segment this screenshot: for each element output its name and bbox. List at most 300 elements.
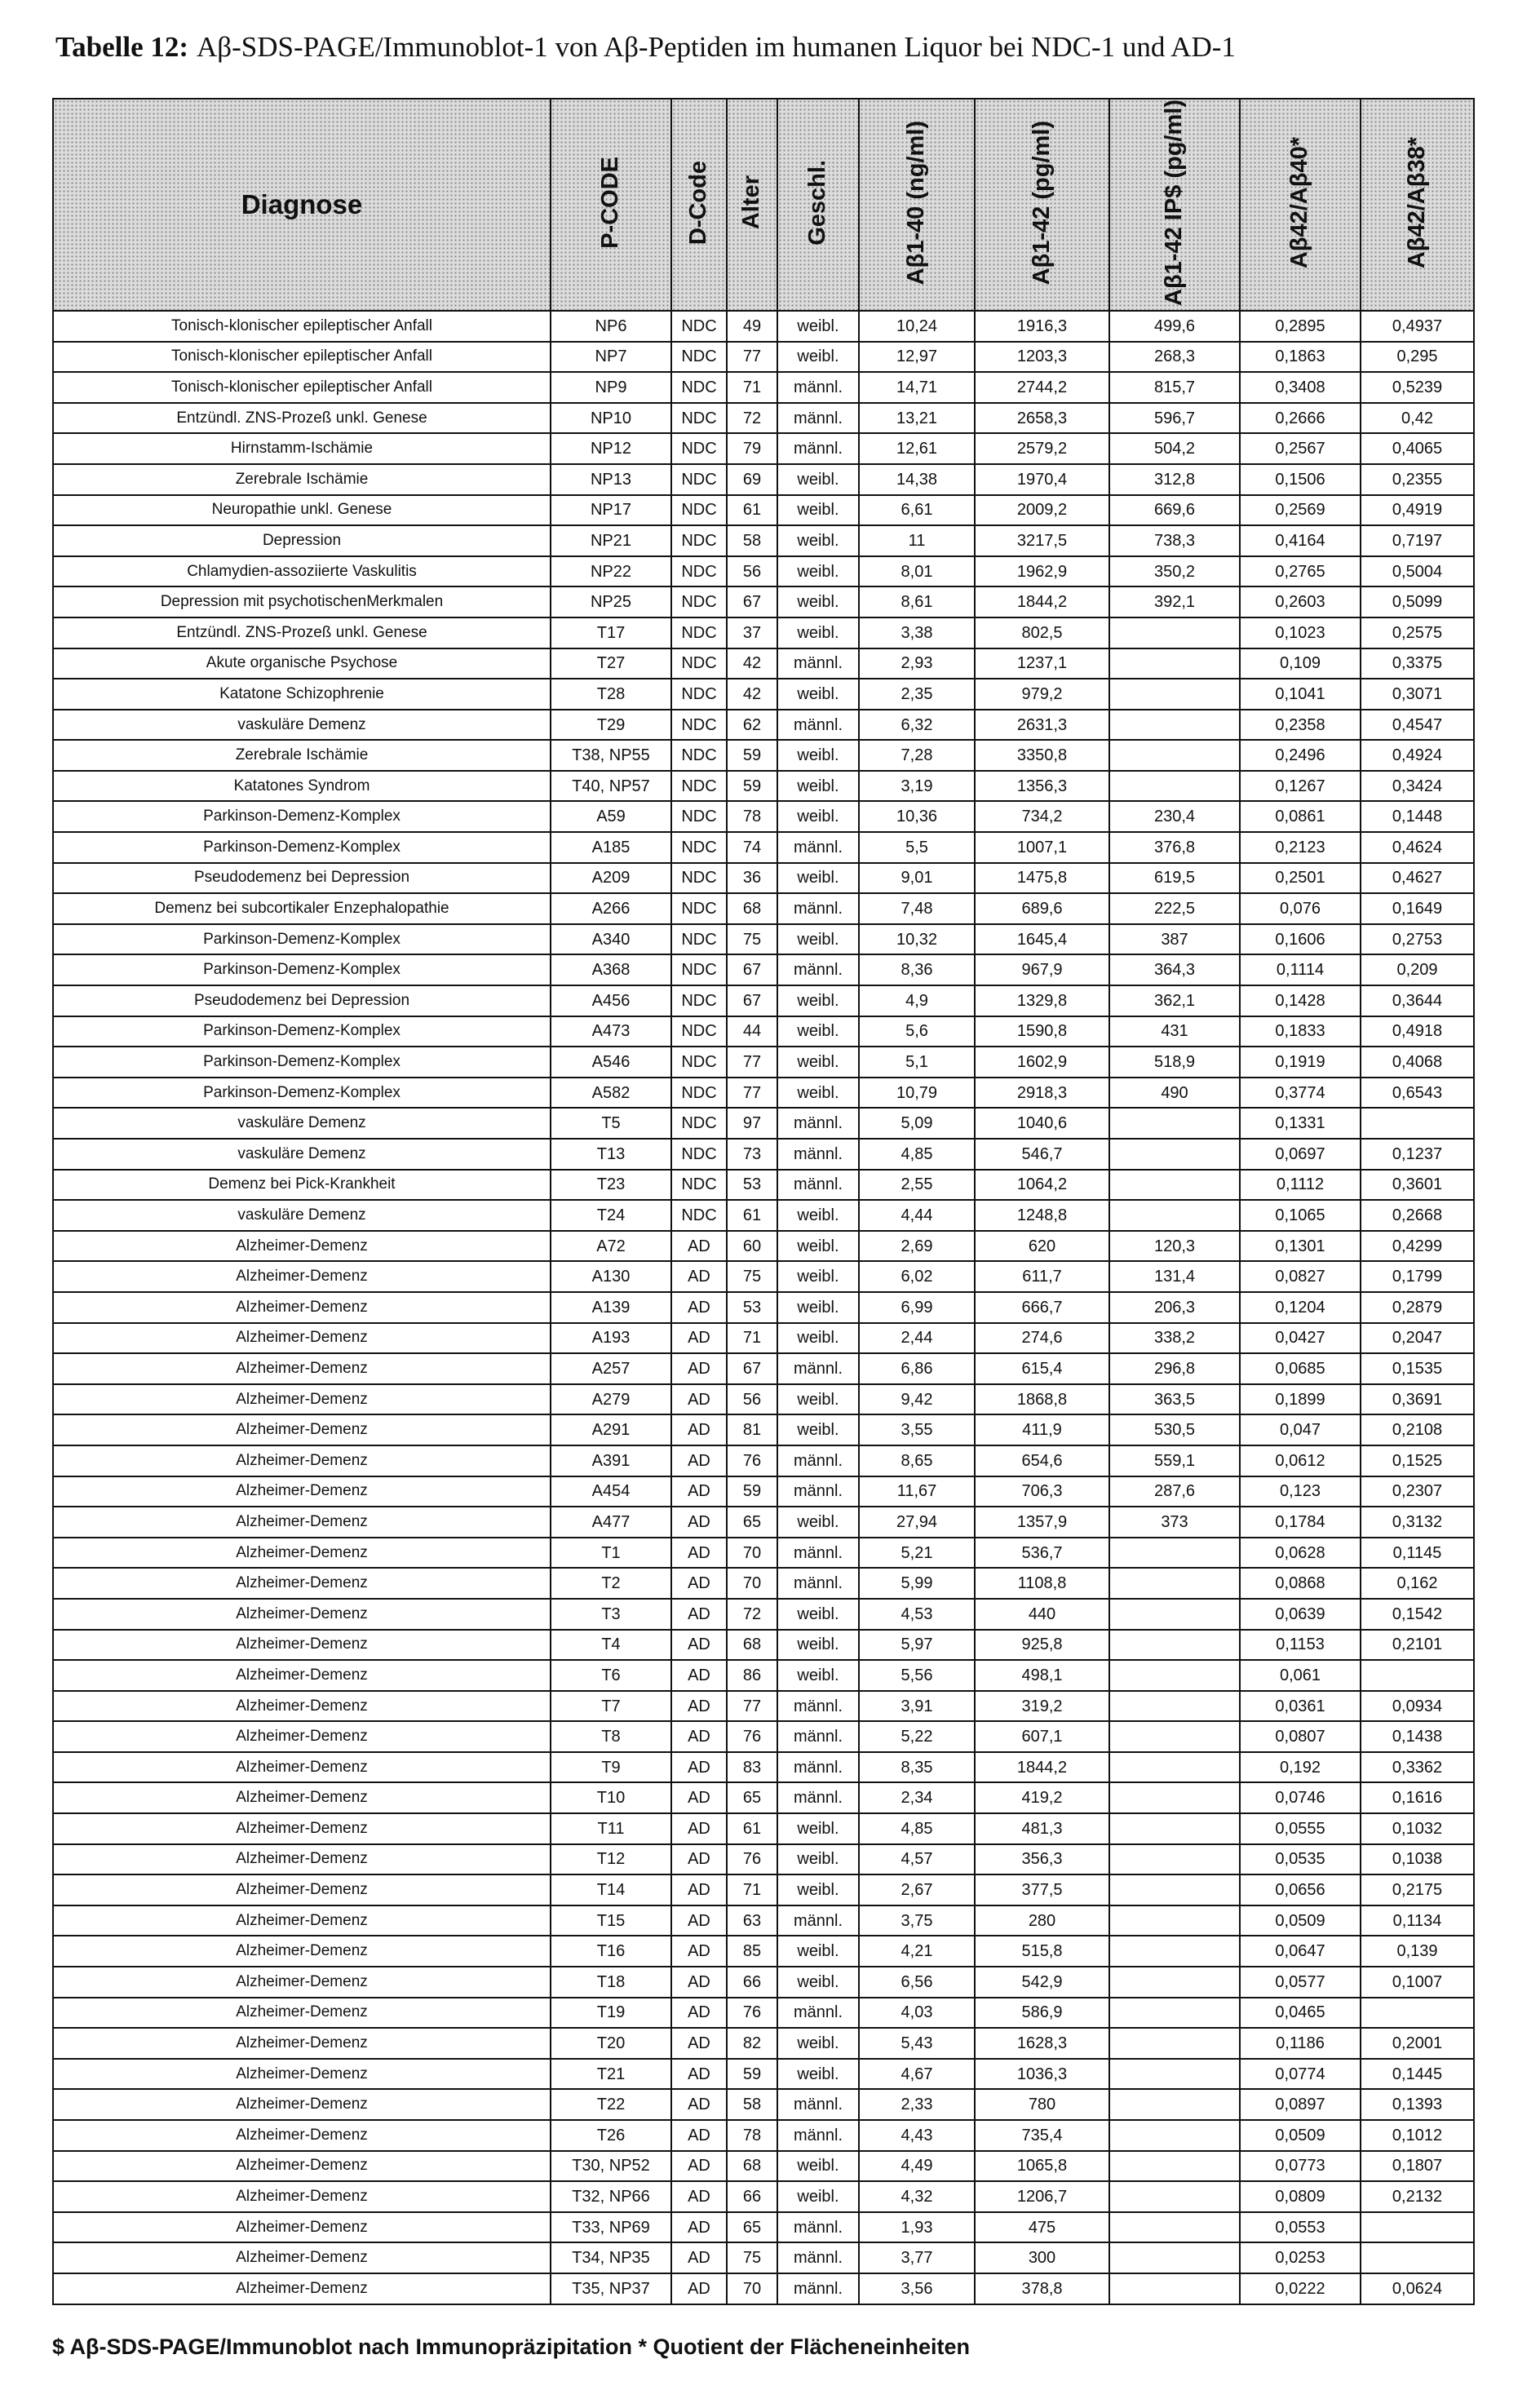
table-cell: 1237,1 <box>975 648 1109 679</box>
table-row <box>53 1782 1474 1813</box>
table-cell: 222,5 <box>1109 893 1240 924</box>
table-cell: Alzheimer-Demenz <box>53 1323 551 1354</box>
table-cell: NDC <box>671 893 727 924</box>
table-cell: 362,1 <box>1109 985 1240 1016</box>
table-cell: 0,1301 <box>1240 1231 1361 1262</box>
table-cell: 0,1023 <box>1240 617 1361 648</box>
table-cell: Parkinson-Demenz-Komplex <box>53 832 551 863</box>
table-cell: 0,3071 <box>1361 679 1474 710</box>
table-cell: 0,3375 <box>1361 648 1474 679</box>
table-row <box>53 2028 1474 2059</box>
table-cell: männl. <box>777 832 859 863</box>
table-cell: Alzheimer-Demenz <box>53 1568 551 1599</box>
table-row <box>53 1905 1474 1936</box>
table-cell: NDC <box>671 464 727 495</box>
table-cell: 60 <box>727 1231 777 1262</box>
table-cell: 0,0697 <box>1240 1139 1361 1170</box>
table-cell: 373 <box>1109 1507 1240 1538</box>
table-row <box>53 2242 1474 2273</box>
table-cell: 76 <box>727 1844 777 1875</box>
table-cell: 735,4 <box>975 2120 1109 2151</box>
table-cell: 364,3 <box>1109 954 1240 985</box>
table-row <box>53 1353 1474 1384</box>
table-cell: 0,295 <box>1361 342 1474 373</box>
table-cell: 120,3 <box>1109 1231 1240 1262</box>
table-row <box>53 1936 1474 1967</box>
table-cell: 0,5239 <box>1361 372 1474 403</box>
table-cell: 5,97 <box>859 1630 975 1661</box>
table-cell: 1645,4 <box>975 924 1109 955</box>
table-row <box>53 1170 1474 1201</box>
footnote: $ Aβ-SDS-PAGE/Immunoblot nach Immunopräzipitation * Quotient der Flächeneinheiten <box>52 2335 1439 2360</box>
table-cell: 296,8 <box>1109 1353 1240 1384</box>
table-cell: T15 <box>551 1905 671 1936</box>
table-cell: A473 <box>551 1016 671 1047</box>
table-cell: weibl. <box>777 1936 859 1967</box>
table-cell: 8,36 <box>859 954 975 985</box>
column-header-0 <box>53 99 551 311</box>
table-cell: NDC <box>671 556 727 587</box>
table-cell: AD <box>671 2242 727 2273</box>
table-cell: 4,44 <box>859 1200 975 1231</box>
table-cell: A72 <box>551 1231 671 1262</box>
table-cell: 498,1 <box>975 1660 1109 1691</box>
table-cell: 6,99 <box>859 1292 975 1323</box>
table-cell: weibl. <box>777 1200 859 1231</box>
table-cell: AD <box>671 1231 727 1262</box>
table-cell: 0,0465 <box>1240 1998 1361 2029</box>
table-cell: T5 <box>551 1108 671 1139</box>
table-cell: 312,8 <box>1109 464 1240 495</box>
table-cell: 2631,3 <box>975 710 1109 741</box>
table-cell: 0,1134 <box>1361 1905 1474 1936</box>
table-cell: A368 <box>551 954 671 985</box>
table-cell: Alzheimer-Demenz <box>53 2059 551 2090</box>
table-cell: 56 <box>727 556 777 587</box>
table-cell <box>1109 2028 1240 2059</box>
table-cell: 2918,3 <box>975 1078 1109 1109</box>
table-cell <box>1109 1568 1240 1599</box>
table-cell: männl. <box>777 2242 859 2273</box>
table-cell: Alzheimer-Demenz <box>53 2242 551 2273</box>
table-cell: 666,7 <box>975 1292 1109 1323</box>
table-cell: weibl. <box>777 863 859 894</box>
table-cell: AD <box>671 1660 727 1691</box>
column-header-1 <box>551 99 671 311</box>
table-cell: AD <box>671 1353 727 1384</box>
table-cell: Demenz bei Pick-Krankheit <box>53 1170 551 1201</box>
column-header-label: Diagnose <box>241 189 363 219</box>
table-cell: männl. <box>777 954 859 985</box>
table-cell <box>1109 1691 1240 1722</box>
table-cell: Depression <box>53 525 551 556</box>
table-cell: NDC <box>671 342 727 373</box>
table-cell: T29 <box>551 710 671 741</box>
table-cell: 59 <box>727 771 777 802</box>
table-cell: T30, NP52 <box>551 2151 671 2182</box>
table-cell: 37 <box>727 617 777 648</box>
table-cell: 8,01 <box>859 556 975 587</box>
table-cell: 4,85 <box>859 1813 975 1844</box>
table-cell: Alzheimer-Demenz <box>53 1998 551 2029</box>
table-row <box>53 924 1474 955</box>
table-cell: 363,5 <box>1109 1384 1240 1415</box>
table-cell: 0,1606 <box>1240 924 1361 955</box>
table-cell: 1036,3 <box>975 2059 1109 2090</box>
table-cell: weibl. <box>777 1323 859 1354</box>
table-cell: weibl. <box>777 1261 859 1292</box>
table-cell: 70 <box>727 1568 777 1599</box>
table-cell: 499,6 <box>1109 311 1240 342</box>
table-cell: 0,2668 <box>1361 1200 1474 1231</box>
table-cell: AD <box>671 1261 727 1292</box>
table-cell: 0,2123 <box>1240 832 1361 863</box>
table-cell: 0,061 <box>1240 1660 1361 1691</box>
table-cell: 2744,2 <box>975 372 1109 403</box>
table-row <box>53 1630 1474 1661</box>
table-cell: weibl. <box>777 495 859 526</box>
table-cell: 1040,6 <box>975 1108 1109 1139</box>
table-row <box>53 740 1474 771</box>
table-cell: T6 <box>551 1660 671 1691</box>
table-cell: 0,0361 <box>1240 1691 1361 1722</box>
table-cell: 0,1899 <box>1240 1384 1361 1415</box>
table-cell: 0,7197 <box>1361 525 1474 556</box>
table-cell <box>1109 679 1240 710</box>
table-cell: Tonisch-klonischer epileptischer Anfall <box>53 342 551 373</box>
table-cell: T23 <box>551 1170 671 1201</box>
table-cell <box>1109 2089 1240 2120</box>
table-cell: 0,123 <box>1240 1476 1361 1507</box>
table-cell: 1203,3 <box>975 342 1109 373</box>
table-cell: T19 <box>551 1998 671 2029</box>
table-cell: 10,32 <box>859 924 975 955</box>
table-cell: 274,6 <box>975 1323 1109 1354</box>
table-cell: Pseudodemenz bei Depression <box>53 985 551 1016</box>
table-row <box>53 1445 1474 1476</box>
table-cell: männl. <box>777 710 859 741</box>
table-cell: 0,1542 <box>1361 1599 1474 1630</box>
table-cell: 0,1445 <box>1361 2059 1474 2090</box>
table-cell: 61 <box>727 1200 777 1231</box>
table-cell: 0,0509 <box>1240 2120 1361 2151</box>
table-cell: AD <box>671 2089 727 2120</box>
table-cell: 4,9 <box>859 985 975 1016</box>
table-cell: 131,4 <box>1109 1261 1240 1292</box>
table-cell: 515,8 <box>975 1936 1109 1967</box>
table-cell <box>1109 617 1240 648</box>
table-cell: 2658,3 <box>975 403 1109 434</box>
table-cell: 0,3362 <box>1361 1752 1474 1783</box>
table-cell: 77 <box>727 342 777 373</box>
table-row <box>53 648 1474 679</box>
table-cell: 0,1065 <box>1240 1200 1361 1231</box>
table-cell: Alzheimer-Demenz <box>53 1905 551 1936</box>
table-cell: 734,2 <box>975 801 1109 832</box>
table-cell: 0,0807 <box>1240 1721 1361 1752</box>
table-row <box>53 2212 1474 2243</box>
table-cell: Alzheimer-Demenz <box>53 1445 551 1476</box>
table-cell: 0,0774 <box>1240 2059 1361 2090</box>
table-cell: 1357,9 <box>975 1507 1109 1538</box>
table-cell: 6,61 <box>859 495 975 526</box>
table-cell: AD <box>671 2151 727 2182</box>
table-cell: AD <box>671 1599 727 1630</box>
table-cell: 738,3 <box>1109 525 1240 556</box>
table-cell: T11 <box>551 1813 671 1844</box>
table-row <box>53 1998 1474 2029</box>
table-cell: 376,8 <box>1109 832 1240 863</box>
table-cell: NDC <box>671 924 727 955</box>
table-cell: Katatone Schizophrenie <box>53 679 551 710</box>
table-cell: AD <box>671 1323 727 1354</box>
table-cell: männl. <box>777 403 859 434</box>
table-cell: NDC <box>671 954 727 985</box>
table-cell: NP25 <box>551 586 671 617</box>
table-row <box>53 495 1474 526</box>
table-cell: NDC <box>671 1108 727 1139</box>
table-row <box>53 1476 1474 1507</box>
table-cell: T20 <box>551 2028 671 2059</box>
table-cell <box>1109 1200 1240 1231</box>
table-cell: 75 <box>727 1261 777 1292</box>
table-cell: 0,4065 <box>1361 433 1474 464</box>
table-cell: T28 <box>551 679 671 710</box>
table-cell: 67 <box>727 985 777 1016</box>
table-cell: 0,2047 <box>1361 1323 1474 1354</box>
table-cell: T26 <box>551 2120 671 2151</box>
table-cell: 0,3691 <box>1361 1384 1474 1415</box>
table-cell: 71 <box>727 1323 777 1354</box>
table-cell: 0,2603 <box>1240 586 1361 617</box>
table-cell: Parkinson-Demenz-Komplex <box>53 1078 551 1109</box>
table-row <box>53 1599 1474 1630</box>
table-row <box>53 710 1474 741</box>
table-cell: NDC <box>671 1139 727 1170</box>
table-cell: 10,24 <box>859 311 975 342</box>
table-cell: Alzheimer-Demenz <box>53 2181 551 2212</box>
table-cell <box>1109 1936 1240 1967</box>
table-cell: 0,1863 <box>1240 342 1361 373</box>
table-cell: 65 <box>727 1782 777 1813</box>
table-cell: Akute organische Psychose <box>53 648 551 679</box>
column-header-label: Alter <box>739 175 765 229</box>
table-cell: A266 <box>551 893 671 924</box>
table-cell: 3,77 <box>859 2242 975 2273</box>
table-cell: Hirnstamm-Ischämie <box>53 433 551 464</box>
table-cell: 706,3 <box>975 1476 1109 1507</box>
table-cell: 1844,2 <box>975 1752 1109 1783</box>
table-cell: A582 <box>551 1078 671 1109</box>
table-cell: 2009,2 <box>975 495 1109 526</box>
table-row <box>53 311 1474 342</box>
table-cell: männl. <box>777 1998 859 2029</box>
table-cell: 14,71 <box>859 372 975 403</box>
table-cell: 69 <box>727 464 777 495</box>
table-row <box>53 1200 1474 1231</box>
table-cell: 82 <box>727 2028 777 2059</box>
table-cell: Alzheimer-Demenz <box>53 1261 551 1292</box>
table-cell: Entzündl. ZNS-Prozeß unkl. Genese <box>53 617 551 648</box>
table-cell: NDC <box>671 801 727 832</box>
table-cell: 287,6 <box>1109 1476 1240 1507</box>
header-row <box>53 99 1474 311</box>
table-cell: 75 <box>727 924 777 955</box>
table-cell: 77 <box>727 1691 777 1722</box>
table-cell <box>1361 2212 1474 2243</box>
table-cell: 6,32 <box>859 710 975 741</box>
table-cell: weibl. <box>777 556 859 587</box>
table-cell: 4,32 <box>859 2181 975 2212</box>
table-cell: NDC <box>671 1078 727 1109</box>
table-cell: Zerebrale Ischämie <box>53 740 551 771</box>
table-cell: 4,21 <box>859 1936 975 1967</box>
table-cell: AD <box>671 1384 727 1415</box>
table-cell <box>1109 1721 1240 1752</box>
table-cell: weibl. <box>777 1078 859 1109</box>
table-cell: 0,2567 <box>1240 433 1361 464</box>
table-cell: männl. <box>777 2089 859 2120</box>
table-cell: Zerebrale Ischämie <box>53 464 551 495</box>
table-cell: vaskuläre Demenz <box>53 1108 551 1139</box>
table-cell <box>1109 2181 1240 2212</box>
table-cell: 14,38 <box>859 464 975 495</box>
table-cell: 1,93 <box>859 2212 975 2243</box>
table-cell: 65 <box>727 2212 777 2243</box>
table-row <box>53 1231 1474 1262</box>
table-cell: 1064,2 <box>975 1170 1109 1201</box>
table-cell: 8,65 <box>859 1445 975 1476</box>
table-cell: Alzheimer-Demenz <box>53 2273 551 2304</box>
table-row <box>53 893 1474 924</box>
table-cell: 0,4919 <box>1361 495 1474 526</box>
table-cell: 0,1919 <box>1240 1047 1361 1078</box>
table-cell: 546,7 <box>975 1139 1109 1170</box>
table-cell: 5,6 <box>859 1016 975 1047</box>
table-cell: AD <box>671 1752 727 1783</box>
table-cell: A477 <box>551 1507 671 1538</box>
table-cell: 58 <box>727 2089 777 2120</box>
table-cell: 530,5 <box>1109 1414 1240 1445</box>
table-cell: Alzheimer-Demenz <box>53 1752 551 1783</box>
table-cell: A257 <box>551 1353 671 1384</box>
table-cell: 0,4937 <box>1361 311 1474 342</box>
table-cell: Alzheimer-Demenz <box>53 1721 551 1752</box>
table-cell: NDC <box>671 617 727 648</box>
table-cell: weibl. <box>777 1292 859 1323</box>
table-cell: Alzheimer-Demenz <box>53 1476 551 1507</box>
table-cell: weibl. <box>777 342 859 373</box>
table-cell: 59 <box>727 740 777 771</box>
table-cell: A279 <box>551 1384 671 1415</box>
table-cell: 0,1153 <box>1240 1630 1361 1661</box>
table-cell: 475 <box>975 2212 1109 2243</box>
table-cell: Alzheimer-Demenz <box>53 2120 551 2151</box>
table-cell <box>1109 1905 1240 1936</box>
table-cell: 53 <box>727 1170 777 1201</box>
table-row <box>53 801 1474 832</box>
table-cell: T13 <box>551 1139 671 1170</box>
table-cell: 4,67 <box>859 2059 975 2090</box>
table-cell: 0,1038 <box>1361 1844 1474 1875</box>
table-cell: T38, NP55 <box>551 740 671 771</box>
table-cell: 0,1649 <box>1361 893 1474 924</box>
table-cell: NDC <box>671 832 727 863</box>
table-cell: 300 <box>975 2242 1109 2273</box>
table-cell: Tonisch-klonischer epileptischer Anfall <box>53 372 551 403</box>
table-cell: Parkinson-Demenz-Komplex <box>53 924 551 955</box>
table-cell: 0,2358 <box>1240 710 1361 741</box>
table-cell: weibl. <box>777 1844 859 1875</box>
table-cell: männl. <box>777 1445 859 1476</box>
table-cell: T7 <box>551 1691 671 1722</box>
table-cell: weibl. <box>777 1384 859 1415</box>
table-cell: 0,2001 <box>1361 2028 1474 2059</box>
table-cell: NDC <box>671 771 727 802</box>
table-cell: T2 <box>551 1568 671 1599</box>
table-cell: weibl. <box>777 771 859 802</box>
table-cell: 0,0509 <box>1240 1905 1361 1936</box>
table-cell: 6,02 <box>859 1261 975 1292</box>
table-cell: 0,0647 <box>1240 1936 1361 1967</box>
table-row <box>53 1691 1474 1722</box>
table-cell: 615,4 <box>975 1353 1109 1384</box>
table-cell: 58 <box>727 525 777 556</box>
table-cell: 925,8 <box>975 1630 1109 1661</box>
table-cell: weibl. <box>777 1599 859 1630</box>
table-cell: 0,2496 <box>1240 740 1361 771</box>
table-cell: 979,2 <box>975 679 1109 710</box>
table-cell: Pseudodemenz bei Depression <box>53 863 551 894</box>
table-row <box>53 1108 1474 1139</box>
table-cell: männl. <box>777 2120 859 2151</box>
table-cell: 74 <box>727 832 777 863</box>
table-cell: 481,3 <box>975 1813 1109 1844</box>
table-cell <box>1361 1998 1474 2029</box>
table-cell: 4,43 <box>859 2120 975 2151</box>
table-cell: 2,93 <box>859 648 975 679</box>
table-row <box>53 2120 1474 2151</box>
table-body <box>53 311 1474 2304</box>
table-cell: 1868,8 <box>975 1384 1109 1415</box>
table-cell: weibl. <box>777 525 859 556</box>
table-cell <box>1109 1844 1240 1875</box>
table-cell: 1475,8 <box>975 863 1109 894</box>
table-cell: 97 <box>727 1108 777 1139</box>
table-cell: 4,57 <box>859 1844 975 1875</box>
table-cell: 967,9 <box>975 954 1109 985</box>
column-header-label: P-CODE <box>598 157 624 249</box>
table-cell: T18 <box>551 1967 671 1998</box>
table-row <box>53 1568 1474 1599</box>
table-row <box>53 1538 1474 1569</box>
table-row <box>53 617 1474 648</box>
table-cell: 596,7 <box>1109 403 1240 434</box>
table-cell: Alzheimer-Demenz <box>53 2212 551 2243</box>
table-cell: 0,0535 <box>1240 1844 1361 1875</box>
table-cell <box>1109 1967 1240 1998</box>
table-row <box>53 1721 1474 1752</box>
table-cell: weibl. <box>777 2151 859 2182</box>
table-cell <box>1109 1139 1240 1170</box>
table-cell: 0,2575 <box>1361 617 1474 648</box>
table-row <box>53 1078 1474 1109</box>
table-cell: 77 <box>727 1047 777 1078</box>
table-cell: 9,01 <box>859 863 975 894</box>
table-cell: A193 <box>551 1323 671 1354</box>
table-row <box>53 433 1474 464</box>
table-cell: A139 <box>551 1292 671 1323</box>
